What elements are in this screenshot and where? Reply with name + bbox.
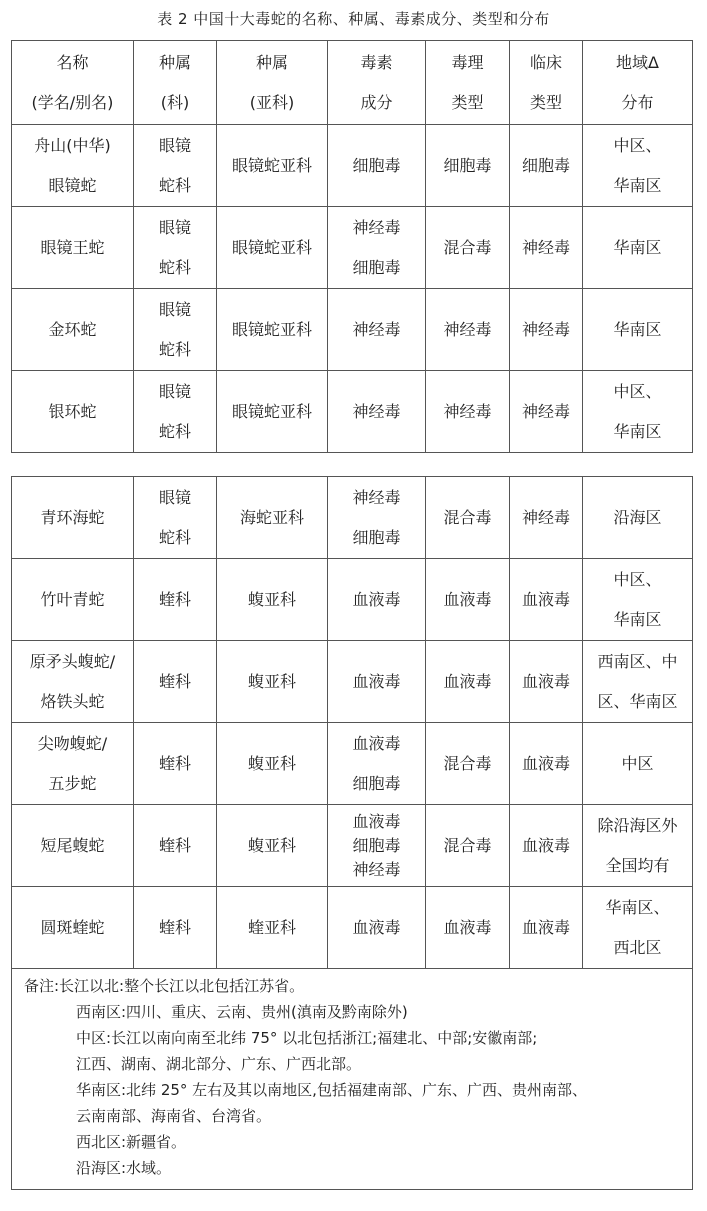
family-cell	[134, 887, 217, 969]
name-cell-line: 青环海蛇	[40, 507, 105, 527]
header-cell-line: 类型	[529, 92, 562, 112]
table-row	[12, 477, 693, 559]
clin-type-cell-line: 血液毒	[521, 671, 570, 691]
toxin-cell-line: 神经毒	[352, 401, 401, 421]
toxin-cell	[328, 371, 426, 453]
header-cell	[583, 41, 693, 125]
tox-type-cell-line: 血液毒	[443, 917, 492, 937]
header-cell-line: (科)	[160, 92, 190, 112]
clin-type-cell-line: 神经毒	[521, 507, 570, 527]
toxin-cell-line: 细胞毒	[352, 527, 401, 547]
header-cell-line: 种属	[158, 52, 191, 72]
name-cell-line: 金环蛇	[48, 319, 97, 339]
clin-type-cell-line: 血液毒	[521, 589, 570, 609]
clin-type-cell-line: 细胞毒	[521, 155, 570, 175]
header-row	[12, 41, 693, 125]
toxin-cell	[328, 805, 426, 887]
tox-type-cell-line: 血液毒	[443, 671, 492, 691]
clin-type-cell	[510, 125, 583, 207]
name-cell	[12, 477, 134, 559]
region-cell-line: 中区、	[613, 569, 662, 589]
region-cell-line: 华南区	[613, 175, 662, 195]
family-cell	[134, 723, 217, 805]
name-cell	[12, 887, 134, 969]
header-cell-line: 分布	[621, 92, 654, 112]
header-cell	[328, 41, 426, 125]
family-cell	[134, 289, 217, 371]
toxin-cell-line: 血液毒	[352, 671, 401, 691]
family-cell	[134, 207, 217, 289]
region-cell-line: 中区	[621, 753, 654, 773]
region-cell-line: 区、华南区	[597, 691, 678, 711]
region-cell-line: 除沿海区外	[597, 815, 678, 835]
subfamily-cell	[217, 723, 328, 805]
subfamily-cell-line: 蝮亚科	[247, 835, 296, 855]
name-cell-line: 眼镜蛇	[48, 175, 97, 195]
table-row	[12, 805, 693, 887]
clin-type-cell-line: 神经毒	[521, 237, 570, 257]
header-cell-line: 名称	[56, 52, 89, 72]
region-cell	[583, 289, 693, 371]
toxin-cell-line: 血液毒	[352, 589, 401, 609]
family-cell	[134, 125, 217, 207]
toxin-cell	[328, 559, 426, 641]
subfamily-cell-line: 眼镜蛇亚科	[231, 155, 312, 175]
region-cell	[583, 207, 693, 289]
name-cell	[12, 723, 134, 805]
clin-type-cell	[510, 723, 583, 805]
name-cell	[12, 207, 134, 289]
toxin-cell-line: 细胞毒	[352, 155, 401, 175]
toxin-cell-line: 神经毒	[352, 319, 401, 339]
family-cell-line: 蛇科	[158, 175, 191, 195]
tox-type-cell	[426, 371, 510, 453]
note-line: 中区:长江以南向南至北纬 75° 以北包括浙江;福建北、中部;安徽南部;	[76, 1029, 538, 1047]
tox-type-cell-line: 混合毒	[443, 237, 492, 257]
notes-cell	[12, 969, 693, 1190]
note-line: 西南区:四川、重庆、云南、贵州(滇南及黔南除外)	[76, 1003, 408, 1021]
family-cell	[134, 641, 217, 723]
toxin-cell-line: 神经毒	[352, 487, 401, 507]
tox-type-cell	[426, 805, 510, 887]
notes-row	[12, 969, 693, 1190]
note-line: 沿海区:水域。	[76, 1159, 172, 1177]
family-cell-line: 蛇科	[158, 339, 191, 359]
subfamily-cell	[217, 371, 328, 453]
region-cell	[583, 125, 693, 207]
header-cell	[510, 41, 583, 125]
region-cell	[583, 559, 693, 641]
table-row	[12, 289, 693, 371]
subfamily-cell-line: 蝮亚科	[247, 671, 296, 691]
toxin-cell	[328, 641, 426, 723]
subfamily-cell-line: 眼镜蛇亚科	[231, 401, 312, 421]
clin-type-cell-line: 神经毒	[521, 401, 570, 421]
toxin-cell-line: 神经毒	[352, 859, 401, 879]
header-cell	[217, 41, 328, 125]
name-cell-line: 竹叶青蛇	[40, 589, 105, 609]
toxin-cell-line: 细胞毒	[352, 773, 401, 793]
tox-type-cell	[426, 207, 510, 289]
clin-type-cell-line: 神经毒	[521, 319, 570, 339]
name-cell-line: 圆斑蝰蛇	[40, 917, 105, 937]
clin-type-cell	[510, 559, 583, 641]
header-cell	[134, 41, 217, 125]
region-cell-line: 西北区	[613, 937, 662, 957]
region-cell	[583, 641, 693, 723]
toxin-cell	[328, 289, 426, 371]
tox-type-cell-line: 混合毒	[443, 753, 492, 773]
name-cell	[12, 805, 134, 887]
header-cell-line: 种属	[255, 52, 288, 72]
tox-type-cell-line: 混合毒	[443, 835, 492, 855]
snake-table-part2	[11, 476, 693, 1190]
clin-type-cell-line: 血液毒	[521, 753, 570, 773]
family-cell-line: 蛇科	[158, 257, 191, 277]
toxin-cell	[328, 887, 426, 969]
region-cell-line: 中区、	[613, 381, 662, 401]
subfamily-cell-line: 蝮亚科	[247, 589, 296, 609]
clin-type-cell	[510, 371, 583, 453]
subfamily-cell-line: 眼镜蛇亚科	[231, 237, 312, 257]
family-cell-line: 眼镜	[158, 299, 191, 319]
toxin-cell-line: 血液毒	[352, 733, 401, 753]
header-cell-line: (学名/别名)	[31, 92, 114, 112]
table-row	[12, 641, 693, 723]
note-line: 西北区:新疆省。	[76, 1133, 187, 1151]
subfamily-cell-line: 海蛇亚科	[239, 507, 304, 527]
clin-type-cell	[510, 887, 583, 969]
family-cell-line: 蝰科	[158, 671, 191, 691]
region-cell-line: 华南区、	[605, 897, 670, 917]
toxin-cell-line: 细胞毒	[352, 835, 401, 855]
family-cell-line: 蝰科	[158, 917, 191, 937]
region-cell-line: 华南区	[613, 237, 662, 257]
table-row	[12, 125, 693, 207]
subfamily-cell	[217, 805, 328, 887]
header-cell	[12, 41, 134, 125]
tox-type-cell-line: 神经毒	[443, 319, 492, 339]
name-cell-line: 烙铁头蛇	[40, 691, 105, 711]
note-line: 云南南部、海南省、台湾省。	[76, 1107, 272, 1125]
subfamily-cell	[217, 641, 328, 723]
name-cell-line: 眼镜王蛇	[40, 237, 105, 257]
header-cell-line: (亚科)	[249, 92, 295, 112]
region-cell	[583, 887, 693, 969]
subfamily-cell-line: 蝰亚科	[247, 917, 296, 937]
name-cell	[12, 559, 134, 641]
toxin-cell-line: 神经毒	[352, 217, 401, 237]
subfamily-cell	[217, 477, 328, 559]
subfamily-cell	[217, 289, 328, 371]
tox-type-cell-line: 细胞毒	[443, 155, 492, 175]
region-cell	[583, 371, 693, 453]
clin-type-cell	[510, 207, 583, 289]
family-cell-line: 蝰科	[158, 753, 191, 773]
toxin-cell	[328, 477, 426, 559]
name-cell-line: 五步蛇	[48, 773, 97, 793]
note-line: 华南区:北纬 25° 左右及其以南地区,包括福建南部、广东、广西、贵州南部、	[76, 1081, 587, 1099]
tox-type-cell	[426, 641, 510, 723]
toxin-cell	[328, 723, 426, 805]
subfamily-cell	[217, 125, 328, 207]
family-cell-line: 眼镜	[158, 487, 191, 507]
region-cell-line: 华南区	[613, 421, 662, 441]
clin-type-cell	[510, 477, 583, 559]
name-cell	[12, 289, 134, 371]
subfamily-cell	[217, 887, 328, 969]
name-cell	[12, 371, 134, 453]
header-cell-line: 毒理	[451, 52, 484, 72]
region-cell-line: 沿海区	[613, 507, 662, 527]
tox-type-cell	[426, 477, 510, 559]
region-cell-line: 全国均有	[605, 855, 670, 875]
region-cell-line: 西南区、中	[597, 651, 678, 671]
header-cell-line: 毒素	[360, 52, 393, 72]
table-caption: 表 2 中国十大毒蛇的名称、种属、毒素成分、类型和分布	[157, 10, 550, 28]
table-row	[12, 371, 693, 453]
region-cell-line: 华南区	[613, 609, 662, 629]
header-cell-line: 临床	[529, 52, 562, 72]
family-cell-line: 蝰科	[158, 589, 191, 609]
subfamily-cell	[217, 559, 328, 641]
family-cell	[134, 477, 217, 559]
family-cell-line: 蝰科	[158, 835, 191, 855]
toxin-cell	[328, 125, 426, 207]
table-row	[12, 207, 693, 289]
note-line: 江西、湖南、湖北部分、广东、广西北部。	[76, 1055, 362, 1073]
name-cell-line: 银环蛇	[48, 401, 97, 421]
tox-type-cell-line: 神经毒	[443, 401, 492, 421]
clin-type-cell-line: 血液毒	[521, 917, 570, 937]
tox-type-cell	[426, 125, 510, 207]
tox-type-cell-line: 混合毒	[443, 507, 492, 527]
table-row	[12, 559, 693, 641]
toxin-cell	[328, 207, 426, 289]
tox-type-cell	[426, 887, 510, 969]
subfamily-cell-line: 眼镜蛇亚科	[231, 319, 312, 339]
tox-type-cell	[426, 289, 510, 371]
note-line: 备注:长江以北:整个长江以北包括江苏省。	[24, 977, 305, 995]
region-cell	[583, 805, 693, 887]
header-cell	[426, 41, 510, 125]
family-cell-line: 眼镜	[158, 381, 191, 401]
family-cell-line: 蛇科	[158, 421, 191, 441]
tox-type-cell-line: 血液毒	[443, 589, 492, 609]
region-cell	[583, 723, 693, 805]
name-cell-line: 原矛头蝮蛇/	[29, 651, 116, 671]
family-cell	[134, 371, 217, 453]
toxin-cell-line: 细胞毒	[352, 257, 401, 277]
family-cell-line: 眼镜	[158, 217, 191, 237]
name-cell	[12, 641, 134, 723]
name-cell-line: 尖吻蝮蛇/	[37, 733, 108, 753]
region-cell-line: 中区、	[613, 135, 662, 155]
clin-type-cell	[510, 289, 583, 371]
header-cell-line: 类型	[451, 92, 484, 112]
subfamily-cell-line: 蝮亚科	[247, 753, 296, 773]
family-cell	[134, 559, 217, 641]
name-cell	[12, 125, 134, 207]
snake-table-part1	[11, 40, 693, 453]
header-cell-line: 地域Δ	[616, 52, 659, 72]
header-cell-line: 成分	[360, 92, 393, 112]
toxin-cell-line: 血液毒	[352, 917, 401, 937]
family-cell-line: 蛇科	[158, 527, 191, 547]
table-row	[12, 723, 693, 805]
name-cell-line: 短尾蝮蛇	[40, 835, 105, 855]
tox-type-cell	[426, 559, 510, 641]
clin-type-cell	[510, 641, 583, 723]
table-row	[12, 887, 693, 969]
family-cell	[134, 805, 217, 887]
family-cell-line: 眼镜	[158, 135, 191, 155]
region-cell-line: 华南区	[613, 319, 662, 339]
name-cell-line: 舟山(中华)	[34, 135, 111, 155]
tox-type-cell	[426, 723, 510, 805]
clin-type-cell-line: 血液毒	[521, 835, 570, 855]
region-cell	[583, 477, 693, 559]
subfamily-cell	[217, 207, 328, 289]
toxin-cell-line: 血液毒	[352, 811, 401, 831]
clin-type-cell	[510, 805, 583, 887]
